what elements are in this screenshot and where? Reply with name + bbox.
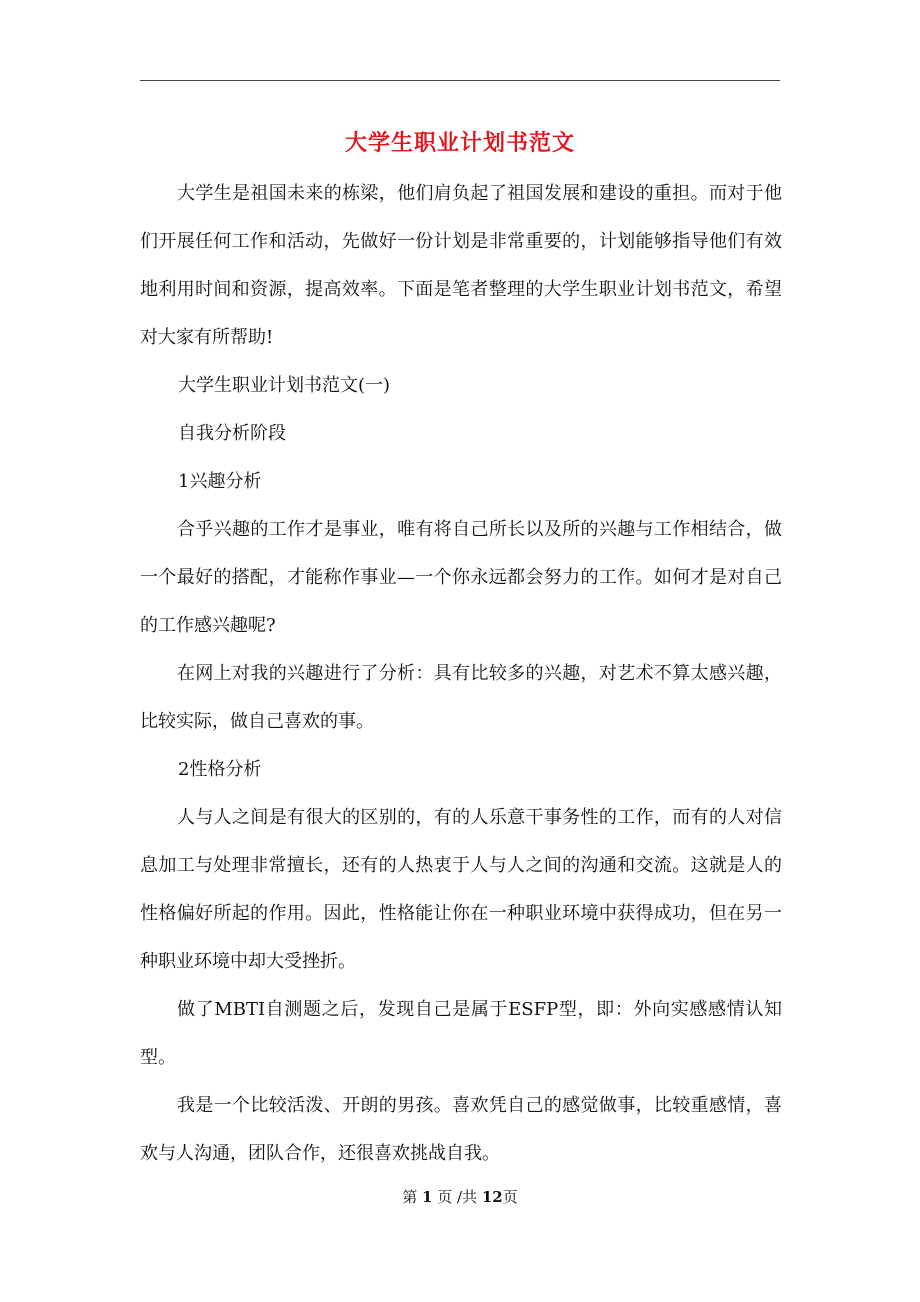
body-paragraph: 合乎兴趣的工作才是事业，唯有将自己所长以及所的兴趣与工作相结合，做一个最好的搭配，才能称作事业—一个你永远都会努力的工作。如何才是对自己的工作感兴趣呢? [140, 519, 782, 636]
footer-prefix: 第 [402, 1188, 418, 1206]
section-heading: 大学生职业计划书范文(一) [178, 375, 391, 396]
document-body [140, 170, 782, 1178]
document-title: 大学生职业计划书范文 [344, 130, 575, 156]
item-heading-interest: 1兴趣分析 [178, 471, 262, 492]
intro-paragraph: 大学生是祖国未来的栋梁，他们肩负起了祖国发展和建设的重担。而对于他们开展任何工作和活动，先做好一份计划是非常重要的，计划能够指导他们有效地利用时间和资源，提高效率。下面是笔者整理的大学生职业计划书范文，希望对大家有所帮助! [140, 183, 782, 348]
footer-middle: 页 /共 [437, 1188, 478, 1206]
body-paragraph: 做了MBTI自测题之后，发现自己是属于ESFP型，即：外向实感感情认知型。 [140, 999, 782, 1068]
body-paragraph: 人与人之间是有很大的区别的，有的人乐意干事务性的工作，而有的人对信息加工与处理非常擅长，还有的人热衷于人与人之间的沟通和交流。这就是人的性格偏好所起的作用。因此，性格能让你在一种职业环境中获得成功，但在另一种职业环境中却大受挫折。 [140, 807, 782, 972]
subsection-heading: 自我分析阶段 [178, 423, 286, 444]
footer-total-pages: 12 [481, 1188, 503, 1206]
body-paragraph: 我是一个比较活泼、开朗的男孩。喜欢凭自己的感觉做事，比较重感情，喜欢与人沟通，团队合作，还很喜欢挑战自我。 [140, 1095, 782, 1164]
item-heading-personality: 2性格分析 [178, 759, 262, 780]
header-rule [140, 80, 780, 81]
page-footer [0, 1186, 920, 1207]
footer-page-number: 1 [422, 1188, 433, 1206]
body-paragraph: 在网上对我的兴趣进行了分析：具有比较多的兴趣，对艺术不算太感兴趣，比较实际，做自己喜欢的事。 [140, 663, 782, 732]
footer-suffix: 页 [502, 1188, 518, 1206]
